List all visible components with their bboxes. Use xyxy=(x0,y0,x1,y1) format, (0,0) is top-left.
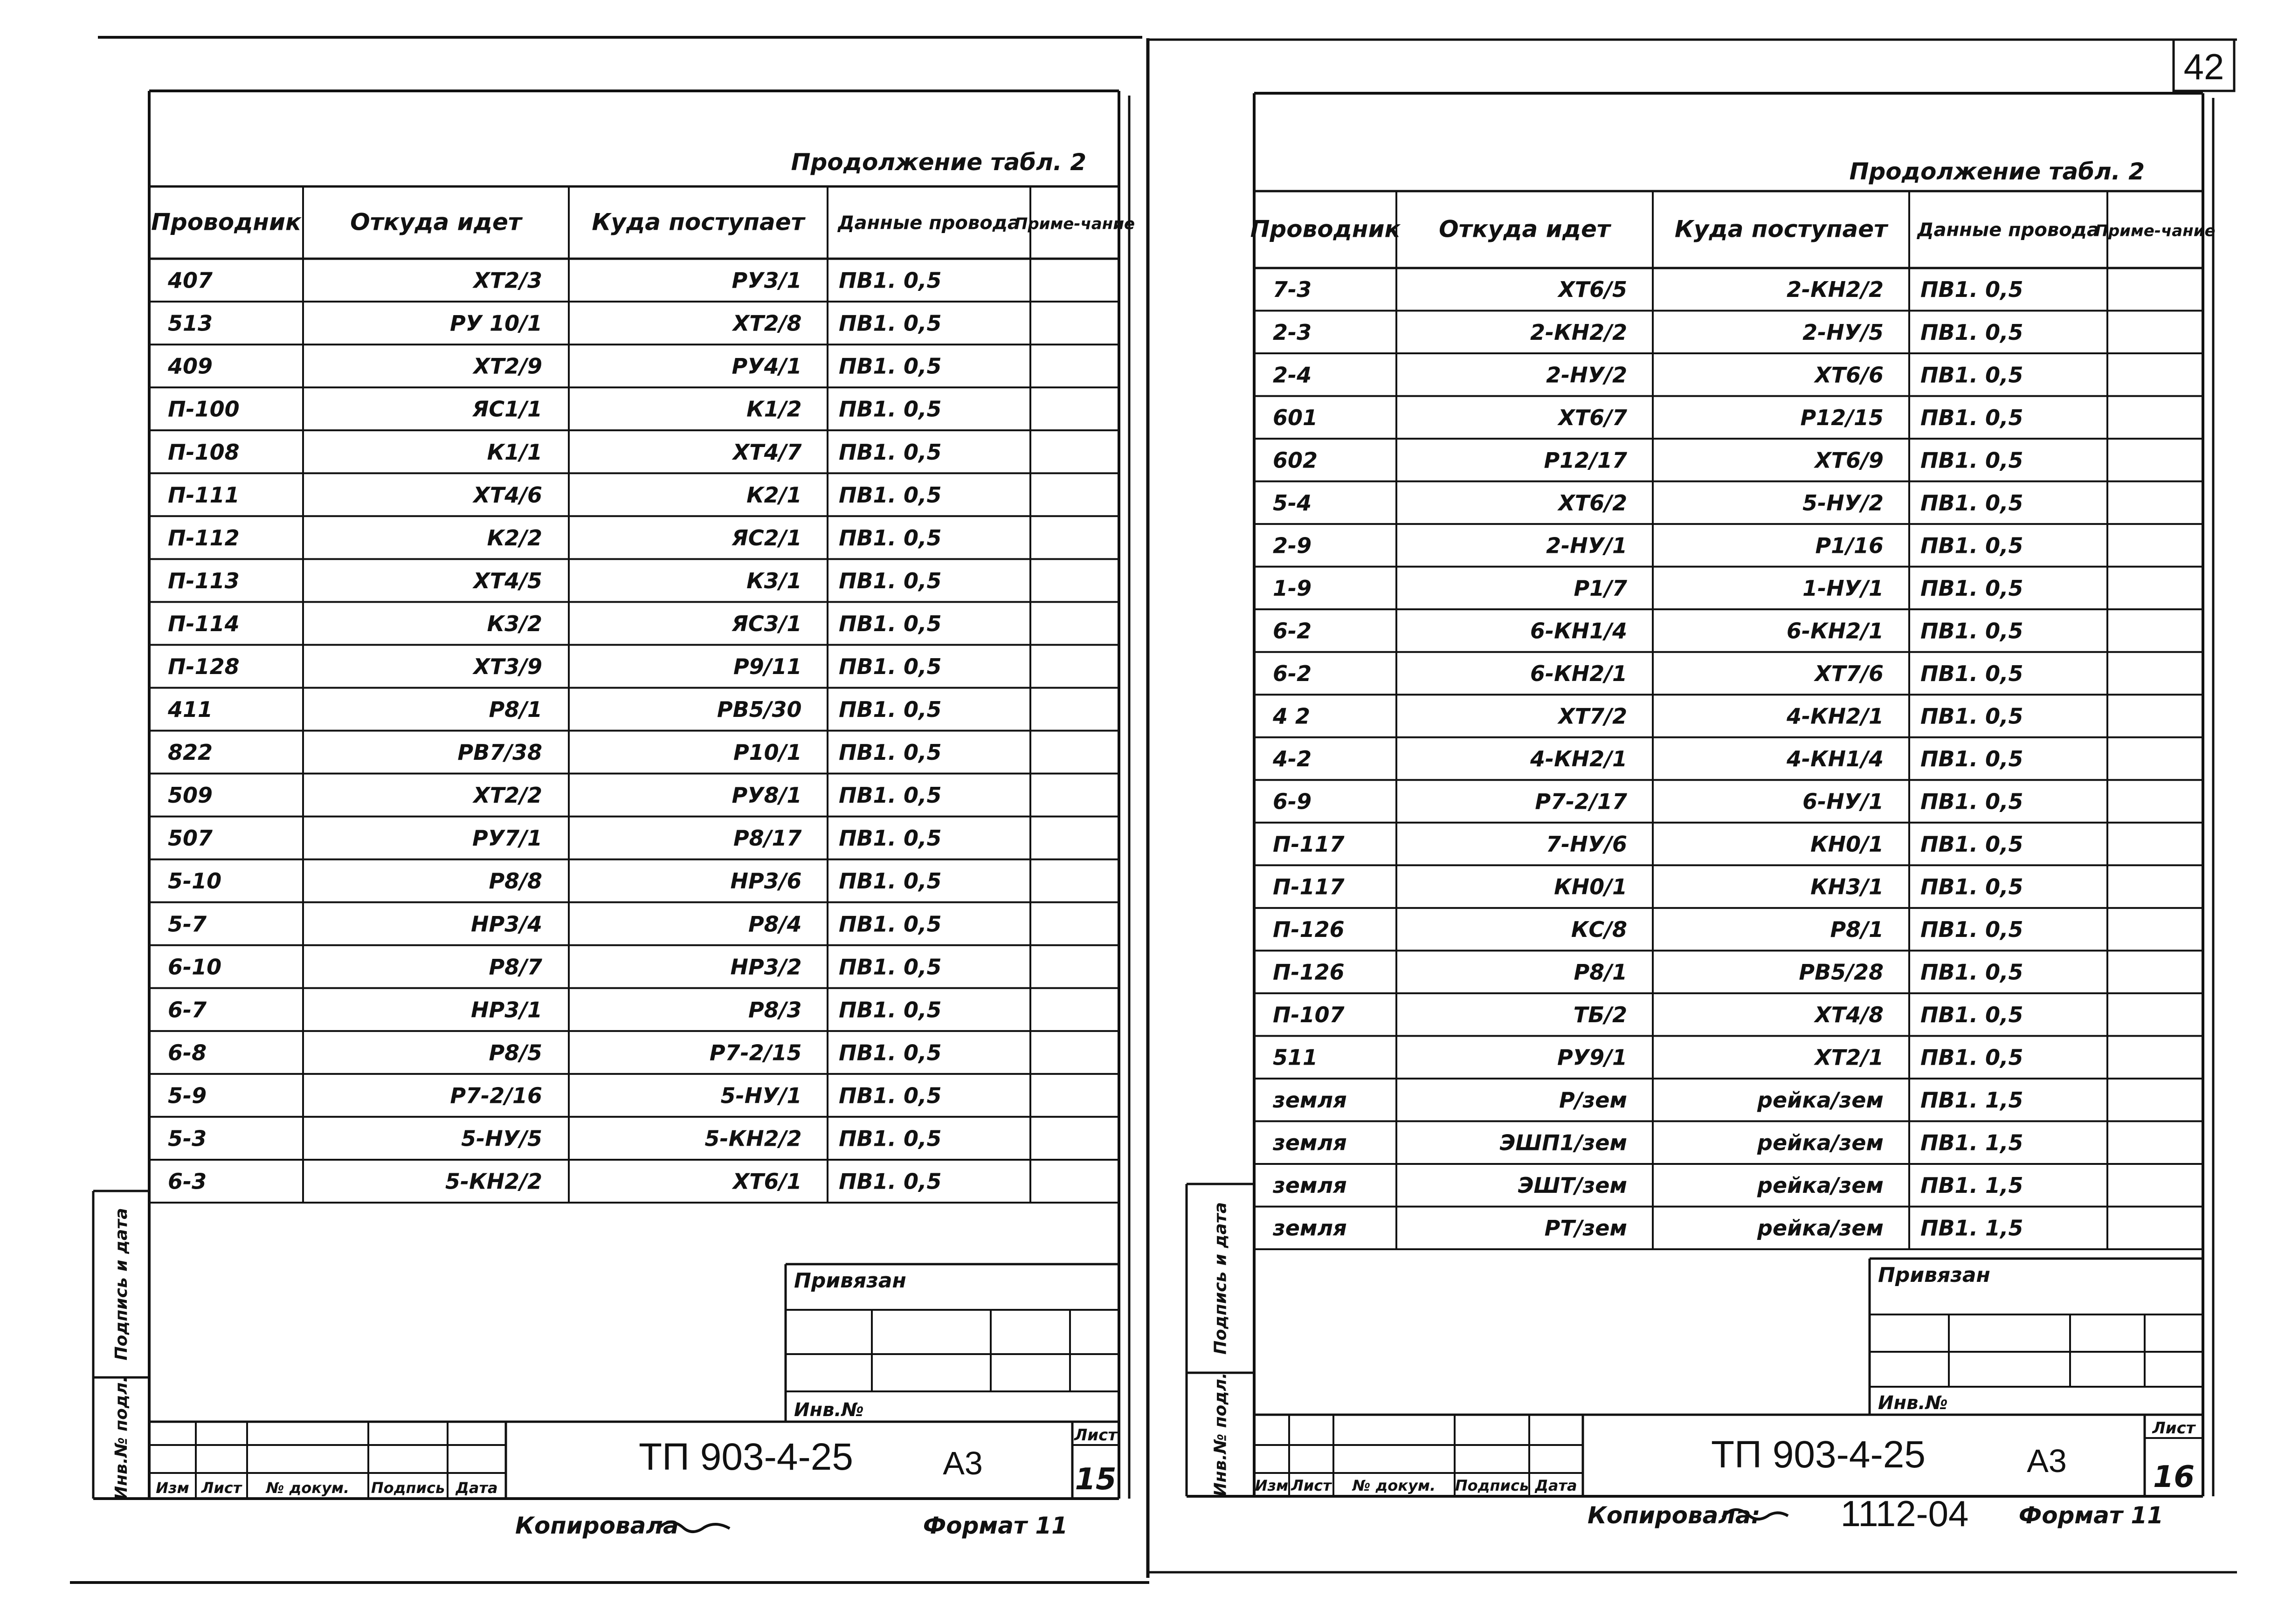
privyazan-label: Привязан xyxy=(794,1269,906,1293)
cell-wire-data: ПВ1. 1,5 xyxy=(1920,1130,2023,1156)
cell-from: ХТ4/6 xyxy=(473,482,542,508)
cell-conductor: П-100 xyxy=(168,396,240,422)
title-block-col-label-2: Лист xyxy=(201,1479,242,1497)
drawing-designation: ТП 903-4-25 xyxy=(638,1436,854,1478)
cell-to: НР3/2 xyxy=(730,954,802,980)
cell-to: ХТ4/7 xyxy=(732,439,802,465)
cell-to: ЯС3/1 xyxy=(732,611,802,636)
cell-conductor: П-117 xyxy=(1273,832,1345,857)
cell-from: К2/2 xyxy=(487,525,542,551)
cell-conductor: П-126 xyxy=(1273,917,1345,943)
header-1: Проводник xyxy=(1250,215,1401,243)
cell-from: РУ9/1 xyxy=(1557,1045,1627,1070)
cell-from: ЭШП1/зем xyxy=(1499,1130,1627,1156)
cell-wire-data: ПВ1. 0,5 xyxy=(1920,490,2023,516)
cell-wire-data: ПВ1. 0,5 xyxy=(839,826,942,851)
cell-to: рейка/зем xyxy=(1757,1173,1884,1198)
cell-to: РУ3/1 xyxy=(732,268,802,293)
cell-wire-data: ПВ1. 0,5 xyxy=(1920,874,2023,900)
cell-to: 5-НУ/1 xyxy=(720,1083,802,1108)
cell-to: 6-КН2/1 xyxy=(1786,618,1884,644)
cell-conductor: 602 xyxy=(1273,447,1318,473)
cell-conductor: 4-2 xyxy=(1273,746,1312,771)
cell-conductor: 2-4 xyxy=(1273,362,1312,388)
cell-conductor: 822 xyxy=(168,740,213,765)
cell-wire-data: ПВ1. 0,5 xyxy=(839,396,942,422)
album-code: 1112-04 xyxy=(1840,1493,1969,1534)
format-code: А3 xyxy=(943,1445,983,1481)
cell-to: РУ4/1 xyxy=(732,353,802,379)
title-block-col-label-4: Подпись xyxy=(371,1479,445,1497)
cell-from: Р7-2/16 xyxy=(450,1083,542,1108)
cell-to: 5-НУ/2 xyxy=(1802,490,1884,516)
cell-wire-data: ПВ1. 0,5 xyxy=(1920,618,2023,644)
drawing-designation: ТП 903-4-25 xyxy=(1711,1433,1926,1476)
cell-wire-data: ПВ1. 0,5 xyxy=(1920,661,2023,686)
cell-conductor: 6-2 xyxy=(1273,618,1312,644)
cell-conductor: 1-9 xyxy=(1273,575,1312,601)
cell-to: ХТ4/8 xyxy=(1815,1002,1884,1028)
cell-from: ХТ6/5 xyxy=(1558,277,1627,303)
cell-wire-data: ПВ1. 0,5 xyxy=(1920,362,2023,388)
cell-to: 2-НУ/5 xyxy=(1802,319,1884,345)
cell-from: ХТ2/9 xyxy=(473,353,542,379)
cell-wire-data: ПВ1. 0,5 xyxy=(839,868,942,894)
cell-wire-data: ПВ1. 0,5 xyxy=(1920,789,2023,814)
cell-wire-data: ПВ1. 0,5 xyxy=(839,482,942,508)
cell-to: КН0/1 xyxy=(1810,832,1884,857)
cell-wire-data: ПВ1. 0,5 xyxy=(839,353,942,379)
side-label-signature-date: Подпись и дата xyxy=(112,1208,131,1361)
cell-from: 2-НУ/2 xyxy=(1546,362,1627,388)
cell-conductor: П-128 xyxy=(168,654,240,679)
cell-from: РУ7/1 xyxy=(472,826,542,851)
cell-from: РТ/зем xyxy=(1544,1215,1627,1241)
cell-wire-data: ПВ1. 0,5 xyxy=(839,740,942,765)
page-number: 42 xyxy=(2183,46,2224,87)
cell-wire-data: ПВ1. 0,5 xyxy=(839,1169,942,1194)
cell-wire-data: ПВ1. 0,5 xyxy=(1920,703,2023,729)
cell-to: Р12/15 xyxy=(1800,405,1884,430)
cell-wire-data: ПВ1. 0,5 xyxy=(839,268,942,293)
cell-wire-data: ПВ1. 0,5 xyxy=(839,611,942,636)
cell-wire-data: ПВ1. 0,5 xyxy=(1920,447,2023,473)
header-5-line-1: Приме-чание xyxy=(2095,221,2216,241)
cell-to: 6-НУ/1 xyxy=(1802,789,1884,814)
cell-wire-data: ПВ1. 0,5 xyxy=(839,1083,942,1108)
cell-to: К2/1 xyxy=(746,482,802,508)
cell-from: Р8/5 xyxy=(489,1040,542,1066)
cell-to: Р8/4 xyxy=(748,911,802,937)
cell-from: Р12/17 xyxy=(1544,447,1627,473)
copied-by-label: Копировала: xyxy=(1588,1502,1760,1529)
format-note: Формат 11 xyxy=(2018,1502,2163,1529)
cell-to: 2-КН2/2 xyxy=(1786,277,1884,303)
cell-to: РВ5/30 xyxy=(717,697,802,723)
cell-from: ХТ6/2 xyxy=(1558,490,1627,516)
cell-conductor: 5-9 xyxy=(168,1083,207,1108)
cell-to: К1/2 xyxy=(746,396,802,422)
cell-from: 2-КН2/2 xyxy=(1530,319,1627,345)
title-block-col-label-5: Дата xyxy=(456,1479,498,1497)
cell-to: ХТ6/6 xyxy=(1815,362,1884,388)
cell-wire-data: ПВ1. 0,5 xyxy=(1920,575,2023,601)
cell-to: ХТ2/8 xyxy=(732,310,802,336)
cell-conductor: 6-9 xyxy=(1273,789,1312,814)
cell-conductor: 6-3 xyxy=(168,1169,207,1194)
side-label-inventory: Инв.№ подл. xyxy=(112,1376,131,1500)
cell-from: ЯС1/1 xyxy=(472,396,542,422)
cell-conductor: П-111 xyxy=(168,482,240,508)
cell-from: ХТ7/2 xyxy=(1558,703,1627,729)
cell-from: РВ7/38 xyxy=(457,740,542,765)
inventory-number-label: Инв.№ xyxy=(1878,1392,1948,1414)
title-block-col-label-2: Лист xyxy=(1291,1477,1332,1494)
cell-wire-data: ПВ1. 0,5 xyxy=(1920,405,2023,430)
copied-by-label: Копировала xyxy=(515,1512,679,1539)
cell-to: ХТ6/9 xyxy=(1815,447,1884,473)
cell-conductor: П-114 xyxy=(168,611,240,636)
cell-wire-data: ПВ1. 0,5 xyxy=(1920,832,2023,857)
cell-wire-data: ПВ1. 1,5 xyxy=(1920,1215,2023,1241)
cell-conductor: 407 xyxy=(168,268,213,293)
cell-to: Р8/17 xyxy=(733,826,802,851)
sheet-label: Лист xyxy=(1074,1426,1117,1445)
cell-to: ХТ6/1 xyxy=(732,1169,802,1194)
cell-conductor: 509 xyxy=(168,783,213,808)
cell-to: НР3/6 xyxy=(730,868,802,894)
cell-from: 2-НУ/1 xyxy=(1546,533,1627,558)
sheet-number: 16 xyxy=(2153,1460,2195,1494)
title-block-col-label-3: № докум. xyxy=(266,1479,350,1497)
table-continuation-caption: Продолжение табл. 2 xyxy=(791,149,1086,176)
cell-conductor: 511 xyxy=(1273,1045,1318,1070)
cell-from: 4-КН2/1 xyxy=(1530,746,1627,771)
cell-from: ХТ4/5 xyxy=(473,568,542,593)
cell-from: К3/2 xyxy=(487,611,542,636)
cell-conductor: земля xyxy=(1273,1215,1347,1241)
header-5-line-1: Приме-чание xyxy=(1014,214,1135,234)
cell-from: НР3/1 xyxy=(470,997,542,1023)
side-label-inventory: Инв.№ подл. xyxy=(1211,1372,1230,1497)
header-2: Откуда идет xyxy=(350,208,522,236)
cell-wire-data: ПВ1. 0,5 xyxy=(1920,959,2023,985)
cell-to: Р1/16 xyxy=(1815,533,1884,558)
cell-wire-data: ПВ1. 0,5 xyxy=(1920,917,2023,943)
format-note: Формат 11 xyxy=(923,1512,1068,1539)
title-block-col-label-4: Подпись xyxy=(1455,1477,1529,1494)
sheet-label: Лист xyxy=(2152,1419,2195,1438)
cell-to: ЯС2/1 xyxy=(732,525,802,551)
cell-conductor: П-117 xyxy=(1273,874,1345,900)
cell-from: Р8/8 xyxy=(489,868,542,894)
cell-wire-data: ПВ1. 0,5 xyxy=(839,525,942,551)
header-4-line-1: Данные провода xyxy=(838,212,1020,234)
sheet-left xyxy=(93,91,1135,1539)
cell-to: Р8/3 xyxy=(748,997,802,1023)
cell-from: К1/1 xyxy=(487,439,542,465)
cell-to: К3/1 xyxy=(746,568,802,593)
title-block-col-label-1: Изм xyxy=(1255,1477,1289,1494)
cell-conductor: 5-10 xyxy=(168,868,222,894)
cell-to: ХТ2/1 xyxy=(1815,1045,1884,1070)
cell-to: 5-КН2/2 xyxy=(704,1126,802,1151)
cell-conductor: 6-10 xyxy=(168,954,222,980)
cell-conductor: 601 xyxy=(1273,405,1318,430)
cell-from: 7-НУ/6 xyxy=(1546,832,1627,857)
cell-conductor: 513 xyxy=(168,310,213,336)
cell-wire-data: ПВ1. 0,5 xyxy=(839,310,942,336)
sheet-right xyxy=(1187,93,2216,1534)
cell-wire-data: ПВ1. 0,5 xyxy=(839,439,942,465)
cell-conductor: 6-2 xyxy=(1273,661,1312,686)
cell-wire-data: ПВ1. 0,5 xyxy=(839,568,942,593)
cell-wire-data: ПВ1. 0,5 xyxy=(839,1040,942,1066)
cell-from: Р/зем xyxy=(1559,1087,1627,1113)
cell-to: РУ8/1 xyxy=(732,783,802,808)
cell-from: Р8/1 xyxy=(489,697,542,723)
cell-wire-data: ПВ1. 0,5 xyxy=(839,1126,942,1151)
header-3: Куда поступает xyxy=(592,208,805,236)
cell-wire-data: ПВ1. 0,5 xyxy=(1920,746,2023,771)
cell-from: Р8/1 xyxy=(1574,959,1627,985)
cell-conductor: П-108 xyxy=(168,439,240,465)
header-2: Откуда идет xyxy=(1439,215,1610,243)
cell-from: 6-КН1/4 xyxy=(1530,618,1627,644)
cell-wire-data: ПВ1. 0,5 xyxy=(1920,277,2023,303)
cell-to: РВ5/28 xyxy=(1799,959,1884,985)
cell-wire-data: ПВ1. 0,5 xyxy=(839,911,942,937)
cell-conductor: 4 2 xyxy=(1273,703,1311,729)
cell-from: ХТ2/2 xyxy=(473,783,542,808)
cell-wire-data: ПВ1. 0,5 xyxy=(1920,533,2023,558)
cell-conductor: 411 xyxy=(168,697,213,723)
cell-to: Р10/1 xyxy=(733,740,802,765)
cell-conductor: земля xyxy=(1273,1173,1347,1198)
cell-conductor: 6-7 xyxy=(168,997,207,1023)
cell-wire-data: ПВ1. 0,5 xyxy=(1920,1045,2023,1070)
cell-from: ТБ/2 xyxy=(1573,1002,1627,1028)
side-label-signature-date: Подпись и дата xyxy=(1211,1202,1230,1355)
cell-from: РУ 10/1 xyxy=(449,310,542,336)
cell-to: Р9/11 xyxy=(733,654,802,679)
cell-from: Р8/7 xyxy=(489,954,542,980)
cell-conductor: 5-7 xyxy=(168,911,207,937)
cell-conductor: 7-3 xyxy=(1273,277,1312,303)
cell-to: 4-КН2/1 xyxy=(1786,703,1884,729)
cell-to: КН3/1 xyxy=(1810,874,1884,900)
header-4-line-1: Данные провода xyxy=(1917,219,2099,241)
cell-from: НР3/4 xyxy=(470,911,542,937)
cell-conductor: 2-3 xyxy=(1273,319,1312,345)
cell-from: КН0/1 xyxy=(1554,874,1627,900)
cell-wire-data: ПВ1. 0,5 xyxy=(839,654,942,679)
table-continuation-caption: Продолжение табл. 2 xyxy=(1849,158,2145,185)
cell-to: 1-НУ/1 xyxy=(1802,575,1884,601)
cell-from: 6-КН2/1 xyxy=(1530,661,1627,686)
cell-to: рейка/зем xyxy=(1757,1130,1884,1156)
cell-wire-data: ПВ1. 0,5 xyxy=(839,954,942,980)
inventory-number-label: Инв.№ xyxy=(794,1399,864,1421)
title-block-col-label-5: Дата xyxy=(1535,1477,1577,1494)
cell-from: ХТ3/9 xyxy=(473,654,542,679)
cell-conductor: 5-3 xyxy=(168,1126,207,1151)
cell-from: ЭШТ/зем xyxy=(1518,1173,1627,1198)
cell-conductor: П-126 xyxy=(1273,959,1345,985)
cell-conductor: П-107 xyxy=(1273,1002,1345,1028)
header-1: Проводник xyxy=(151,208,301,236)
cell-from: ХТ6/7 xyxy=(1558,405,1627,430)
cell-conductor: 2-9 xyxy=(1273,533,1312,558)
cell-wire-data: ПВ1. 0,5 xyxy=(839,697,942,723)
sheet-number: 15 xyxy=(1075,1462,1117,1497)
cell-from: Р1/7 xyxy=(1574,575,1627,601)
header-3: Куда поступает xyxy=(1674,215,1888,243)
cell-wire-data: ПВ1. 0,5 xyxy=(1920,319,2023,345)
cell-wire-data: ПВ1. 1,5 xyxy=(1920,1173,2023,1198)
cell-conductor: 409 xyxy=(168,353,213,379)
cell-to: ХТ7/6 xyxy=(1815,661,1884,686)
cell-to: рейка/зем xyxy=(1757,1087,1884,1113)
cell-from: ХТ2/3 xyxy=(473,268,542,293)
format-code: А3 xyxy=(2027,1443,2067,1479)
cell-to: 4-КН1/4 xyxy=(1786,746,1884,771)
privyazan-label: Привязан xyxy=(1878,1263,1990,1287)
cell-wire-data: ПВ1. 1,5 xyxy=(1920,1087,2023,1113)
cell-conductor: земля xyxy=(1273,1130,1347,1156)
cell-wire-data: ПВ1. 0,5 xyxy=(839,783,942,808)
cell-from: Р7-2/17 xyxy=(1535,789,1627,814)
cell-conductor: 5-4 xyxy=(1273,490,1312,516)
cell-conductor: П-112 xyxy=(168,525,240,551)
cell-conductor: 507 xyxy=(168,826,213,851)
cell-from: КС/8 xyxy=(1571,917,1627,943)
cell-conductor: 6-8 xyxy=(168,1040,207,1066)
title-block-col-label-3: № докум. xyxy=(1352,1477,1436,1494)
cell-to: Р8/1 xyxy=(1830,917,1884,943)
cell-wire-data: ПВ1. 0,5 xyxy=(839,997,942,1023)
cell-to: Р7-2/15 xyxy=(709,1040,802,1066)
cell-from: 5-КН2/2 xyxy=(445,1169,542,1194)
cell-conductor: П-113 xyxy=(168,568,240,593)
title-block-col-label-1: Изм xyxy=(156,1479,189,1497)
cell-to: рейка/зем xyxy=(1757,1215,1884,1241)
cell-from: 5-НУ/5 xyxy=(461,1126,542,1151)
cell-conductor: земля xyxy=(1273,1087,1347,1113)
cell-wire-data: ПВ1. 0,5 xyxy=(1920,1002,2023,1028)
